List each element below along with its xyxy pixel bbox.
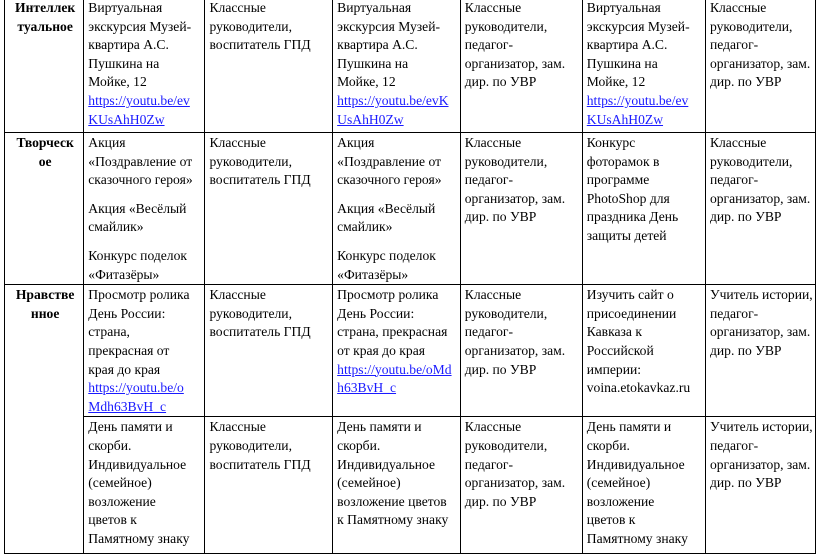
cell-content [465, 286, 580, 379]
schedule-body [5, 0, 816, 554]
cell-line: руководители, [709, 153, 793, 169]
table-cell [582, 285, 705, 417]
cell-line: праздника День [586, 209, 679, 225]
cell-line: возложение [586, 493, 655, 509]
cell-content [88, 0, 202, 129]
direction-label: нное [30, 305, 60, 321]
cell-line: Классные [464, 135, 522, 150]
cell-line: сказочного героя» [337, 172, 442, 188]
table-cell [582, 417, 705, 554]
cell-line: Учитель истории, [709, 287, 813, 303]
cell-content [587, 418, 703, 548]
cell-line: Мойке, 12 [337, 74, 396, 90]
cell-line: воспитатель ГПД [209, 37, 311, 53]
cell-line: Классные [464, 419, 522, 435]
cell-line: Классные [709, 0, 767, 15]
cell-line: империи: [586, 361, 642, 377]
cell-line: Пушкина на [337, 55, 409, 71]
cell-line: Виртуальная [88, 0, 163, 15]
cell-line: руководители, [464, 18, 548, 34]
cell-line: Пушкина на [88, 55, 160, 71]
table-cell [333, 417, 461, 554]
cell-line: Учитель истории, [709, 419, 813, 435]
video-link[interactable]: Mdh63BvH_c [88, 398, 167, 414]
cell-line: «Фитазёры» [88, 266, 160, 282]
cell-line: дир. по УВР [709, 475, 782, 491]
cell-line: от края до края [337, 342, 425, 358]
cell-line: смайлик» [88, 219, 144, 235]
cell-line: Акция [88, 135, 126, 150]
cell-line: (семейное) [337, 475, 401, 491]
cell-content [209, 134, 330, 190]
cell-line: Классные [209, 419, 266, 435]
direction-cell [5, 133, 84, 285]
cell-line: Кавказа к [586, 324, 642, 340]
cell-line: Индивидуальное [88, 456, 187, 472]
cell-line: дир. по УВР [709, 342, 782, 358]
cell-line: организатор, зам. [464, 475, 566, 491]
cell-line: педагог- [464, 324, 513, 340]
cell-content [710, 286, 813, 360]
cell-line: руководители, [464, 437, 548, 453]
video-link[interactable]: https://youtu.be/o [88, 380, 184, 396]
cell-line: Виртуальная [586, 0, 661, 15]
cell-content [88, 418, 202, 548]
table-cell [333, 0, 461, 133]
direction-label: ое [38, 153, 52, 169]
cell-content [337, 418, 458, 530]
cell-line: Конкурс [586, 135, 636, 150]
cell-line: Пушкина на [586, 55, 658, 71]
cell-line: педагог- [709, 172, 759, 188]
cell-line: смайлик» [337, 219, 393, 235]
cell-content [587, 0, 703, 129]
table-cell [205, 417, 333, 554]
cell-line: «Фитазёры» [337, 266, 409, 282]
cell-line: фоторамок в [586, 153, 660, 169]
cell-line: Классные [709, 135, 767, 150]
cell-line: руководители, [209, 437, 292, 453]
cell-line: дир. по УВР [464, 74, 537, 90]
table-row [5, 417, 816, 554]
cell-line: педагог- [709, 305, 759, 321]
cell-line: «Поздравление от [88, 153, 193, 169]
cell-line: к Памятному знаку [337, 512, 449, 528]
table-row [5, 285, 816, 417]
cell-content [465, 0, 580, 92]
video-link[interactable]: KUsAhH0Zw [88, 111, 165, 127]
cell-line: присоединении [586, 305, 677, 321]
cell-line: voina.etokavkaz.ru [586, 380, 691, 396]
cell-line: Акция «Весёлый [88, 200, 187, 216]
table-cell [460, 133, 582, 285]
table-cell [705, 417, 815, 554]
table-cell [84, 417, 205, 554]
cell-line: цветов к [88, 512, 137, 528]
table-row [5, 0, 816, 133]
cell-content [88, 134, 202, 284]
cell-line: квартира А.С. [586, 37, 668, 53]
cell-line: края до края [88, 361, 161, 377]
cell-line: организатор, зам. [709, 190, 811, 206]
table-cell [705, 133, 815, 285]
block-gap [337, 190, 458, 200]
direction-label: Интеллек [15, 0, 76, 15]
cell-line: дир. по УВР [709, 209, 782, 225]
table-cell [205, 133, 333, 285]
table-cell [205, 0, 333, 133]
cell-line: педагог- [709, 437, 759, 453]
cell-line: (семейное) [88, 475, 152, 491]
cell-line: Классные [209, 0, 266, 15]
cell-line: Акция «Весёлый [337, 200, 436, 216]
cell-line: Классные [209, 287, 266, 303]
cell-line: дир. по УВР [464, 361, 537, 377]
video-link[interactable]: UsAhH0Zw [337, 111, 404, 127]
cell-line: руководители, [209, 18, 292, 34]
cell-line: педагог- [709, 37, 759, 53]
cell-line: педагог- [464, 456, 513, 472]
cell-content [337, 134, 458, 284]
cell-line: защиты детей [586, 227, 667, 243]
cell-content [337, 286, 458, 398]
cell-line: Классные [464, 287, 522, 303]
cell-line: страна, [88, 324, 130, 340]
cell-line: скорби. [586, 437, 630, 453]
cell-content [587, 286, 703, 398]
direction-label: туальное [17, 18, 73, 34]
table-cell [84, 285, 205, 417]
cell-line: скорби. [337, 437, 381, 453]
cell-line: организатор, зам. [464, 190, 566, 206]
cell-line: Индивидуальное [586, 456, 685, 472]
table-cell [582, 0, 705, 133]
cell-line: руководители, [464, 153, 548, 169]
cell-line: сказочного героя» [88, 172, 193, 188]
cell-line: воспитатель ГПД [209, 456, 311, 472]
cell-line: воспитатель ГПД [209, 324, 311, 340]
direction-label: Творческ [16, 135, 74, 150]
direction-cell [5, 0, 84, 133]
cell-content [209, 286, 330, 342]
block-gap [88, 190, 202, 200]
table-cell [460, 417, 582, 554]
table-cell [705, 0, 815, 133]
cell-line: программе [586, 172, 650, 188]
cell-line: организатор, зам. [709, 456, 811, 472]
video-link[interactable]: https://youtu.be/ev [88, 92, 190, 108]
cell-line: Классные [209, 135, 266, 150]
cell-content [209, 0, 330, 55]
cell-line: Изучить сайт о [586, 287, 674, 303]
cell-content [465, 418, 580, 511]
cell-line: Индивидуальное [337, 456, 436, 472]
table-cell [582, 133, 705, 285]
cell-line: День России: [337, 305, 415, 321]
table-cell [460, 0, 582, 133]
cell-line: квартира А.С. [88, 37, 169, 53]
table-cell [84, 133, 205, 285]
cell-line: педагог- [464, 37, 513, 53]
cell-line: Российской [586, 342, 654, 358]
cell-line: организатор, зам. [709, 324, 811, 340]
cell-line: квартира А.С. [337, 37, 418, 53]
cell-content [465, 134, 580, 227]
cell-line: PhotoShop для [586, 190, 670, 206]
table-cell [205, 285, 333, 417]
video-link[interactable]: https://youtu.be/evK [337, 92, 449, 108]
schedule-table [4, 0, 816, 554]
table-cell [84, 0, 205, 133]
table-row [5, 133, 816, 285]
cell-content [710, 418, 813, 492]
cell-line: экскурсия Музей- [88, 18, 192, 34]
cell-line: День России: [88, 305, 166, 321]
cell-line: возложение цветов [337, 493, 447, 509]
cell-line: страна, прекрасная [337, 324, 448, 340]
video-link[interactable]: https://youtu.be/ev [586, 92, 689, 108]
cell-line: День памяти и [337, 419, 422, 435]
cell-line: экскурсия Музей- [337, 18, 440, 34]
video-link[interactable]: https://youtu.be/oMd [337, 361, 452, 377]
cell-line: дир. по УВР [464, 209, 537, 225]
block-gap [88, 237, 202, 247]
cell-line: руководители, [209, 153, 292, 169]
cell-line: Акция [337, 135, 375, 150]
cell-line: Просмотр ролика [88, 287, 190, 303]
cell-line: скорби. [88, 437, 132, 453]
video-link[interactable]: KUsAhH0Zw [586, 111, 664, 127]
cell-line: «Поздравление от [337, 153, 442, 169]
video-link[interactable]: h63BvH_c [337, 380, 397, 396]
table-cell [333, 133, 461, 285]
cell-line: экскурсия Музей- [586, 18, 690, 34]
cell-line: День памяти и [586, 419, 672, 435]
cell-line: прекрасная от [88, 342, 170, 358]
cell-line: Памятному знаку [586, 530, 688, 546]
cell-line: День памяти и [88, 419, 173, 435]
cell-line: организатор, зам. [464, 342, 566, 358]
direction-label: Нравстве [15, 287, 75, 303]
cell-line: возложение [88, 493, 156, 509]
cell-line: Мойке, 12 [586, 74, 646, 90]
cell-line: руководители, [464, 305, 548, 321]
cell-line: руководители, [209, 305, 292, 321]
cell-line: Памятному знаку [88, 530, 190, 546]
table-cell [333, 285, 461, 417]
cell-content [587, 134, 703, 246]
cell-line: Классные [464, 0, 522, 15]
cell-line: педагог- [464, 172, 513, 188]
cell-content [209, 418, 330, 474]
cell-line: Мойке, 12 [88, 74, 147, 90]
cell-line: Просмотр ролика [337, 287, 439, 303]
table-cell [460, 285, 582, 417]
cell-line: руководители, [709, 18, 793, 34]
cell-content [710, 134, 813, 227]
cell-content [337, 0, 458, 129]
cell-line: (семейное) [586, 475, 651, 491]
cell-line: дир. по УВР [709, 74, 782, 90]
cell-line: воспитатель ГПД [209, 172, 311, 188]
cell-content [710, 0, 813, 92]
cell-line: цветов к [586, 512, 636, 528]
cell-line: дир. по УВР [464, 493, 537, 509]
cell-line: организатор, зам. [709, 55, 811, 71]
direction-cell [5, 285, 84, 554]
block-gap [337, 237, 458, 247]
cell-line: организатор, зам. [464, 55, 566, 71]
table-cell [705, 285, 815, 417]
cell-line: Конкурс поделок [88, 247, 187, 263]
cell-line: Конкурс поделок [337, 247, 436, 263]
cell-line: Виртуальная [337, 0, 412, 15]
cell-content [88, 286, 202, 416]
